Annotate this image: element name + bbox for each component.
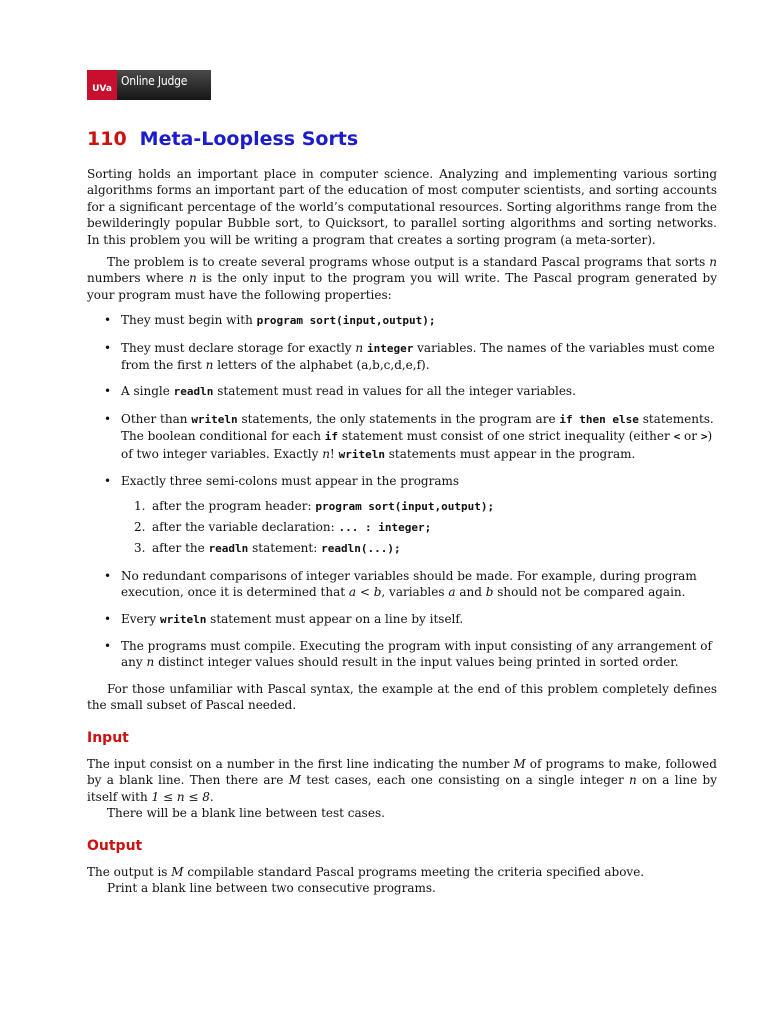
text: statement must appear on a line by itself. [210,611,464,626]
code: integer [366,341,414,355]
list-item [87,312,717,329]
text: No redundant comparisons of integer variables should be made. For example, during program execution, once it is determined that [121,568,697,600]
list-item [121,519,717,536]
uva-logo [87,70,211,100]
input-heading: Input [87,729,129,746]
list-item [87,411,717,463]
text: They must begin with [121,313,253,328]
text: distinct integer values should result in the input values being printed in sorted order. [158,655,679,670]
closing-paragraph: For those unfamiliar with Pascal syntax, the example at the end of this problem completely defines the small subset of Pascal needed. [87,681,717,713]
math-expression: a < b [348,585,382,600]
output-heading: Output [87,837,143,854]
text: numbers where [87,271,184,286]
logo-text: Online Judge [121,74,188,88]
text: The output is [87,865,168,879]
text: is the only input to the program you will write. The Pascal program generated by your program must have the following properties: [87,271,718,302]
code: < [673,430,681,444]
code: writeln [159,612,207,626]
list-item [87,568,717,601]
text: ! [329,446,335,461]
text: statements, the only statements in the program are [241,411,556,426]
code: readln [208,542,249,556]
list-item [87,383,717,400]
problem-content [87,166,717,897]
math-var: M [288,773,301,788]
item-number: 3. [134,541,146,556]
list-item [87,638,717,671]
code: writeln [338,447,385,461]
math-var: b [485,585,494,600]
item-number: 1. [134,498,146,513]
intro-paragraph-2 [87,254,717,303]
text: test cases, each one consisting on a single integer [306,773,624,788]
item-body [152,498,494,515]
math-var: M [513,756,526,771]
item-body [152,540,401,557]
text: or [684,429,697,444]
text: The programs must compile. Executing the program with input consisting of any arrangement of any [121,638,712,670]
text: statements must appear in the program. [388,446,636,461]
text: , variables [381,585,445,600]
text: should not be compared again. [497,585,686,600]
text: on a line by itself with [87,773,717,804]
math-var: M [171,865,184,879]
text: They must declare storage for exactly [121,340,352,355]
text: A single [121,384,170,399]
list-item [121,540,717,557]
item-body [152,519,431,536]
list-item [87,611,717,628]
page-title [87,127,358,151]
code: readln [173,385,214,399]
text: statement: [252,541,318,556]
logo-badge: UVa [87,70,117,100]
text: letters of the alphabet (a,b,c,d,e,f). [217,358,430,373]
problem-number: 110 [87,128,127,150]
text: statements. The boolean conditional for each [121,411,714,444]
text: after the variable declaration: [152,519,335,534]
list-item [121,498,717,515]
code: > [700,430,708,444]
code: program sort(input,output); [256,314,436,328]
text: statement must consist of one strict inequality (either [341,429,670,444]
math-var: n [709,255,717,270]
text: . [209,789,214,804]
math-expression: 1 ≤ n ≤ 8 [151,789,210,804]
problem-title: Meta-Loopless Sorts [139,128,359,150]
math-var: n [205,358,214,373]
intro-paragraph-1: Sorting holds an important place in computer science. Analyzing and implementing various sorting algorithms forms an important part of the education of most computer scientists, and sorting accounts for a significant percentage of the world’s computational resources. Sorting algorithms range from the bewilderingly popular Bubble sort, to Quicksort, to parallel sorting algorithms and sorting networks. In this problem you will be writing a program that creates a sorting program (a meta-sorter). [87,167,717,247]
text: of programs to make, followed by a blank line. Then there are [87,756,717,788]
code: readln(...); [321,542,401,556]
code: if [324,430,339,444]
math-var: n [629,773,637,788]
code: ... : integer; [338,520,432,534]
list-item [87,340,717,374]
text: The problem is to create several programs whose output is a standard Pascal programs that sorts [107,255,706,270]
code: if then else [559,412,639,426]
text: Exactly three semi-colons must appear in the programs [121,474,460,489]
item-number: 2. [134,519,146,534]
math-var: n [146,655,155,670]
text: after the program header: [152,498,312,513]
math-var: n [322,446,330,461]
properties-list [87,312,717,671]
math-var: a [448,585,456,600]
text: ) of two integer variables. Exactly [121,429,713,461]
text: after the [152,541,205,556]
semicolon-list [121,498,717,558]
code: program sort(input,output); [315,499,495,513]
text: Every [121,611,157,626]
text: There will be a blank line between test cases. [107,806,385,821]
text: variables. The names of the variables must come from the first [121,340,715,373]
text: Other than [121,411,188,426]
input-paragraph [87,756,717,822]
output-paragraph [87,864,717,897]
text: statement must read in values for all the integer variables. [217,384,576,399]
code: writeln [191,412,238,426]
list-item [87,473,717,558]
text: and [459,585,482,600]
math-var: n [189,271,197,286]
text: Print a blank line between two consecutive programs. [107,881,436,896]
text: The input consist on a number in the first line indicating the number [87,756,510,771]
text: compilable standard Pascal programs meeting the criteria specified above. [187,865,645,879]
math-var: n [355,340,364,355]
